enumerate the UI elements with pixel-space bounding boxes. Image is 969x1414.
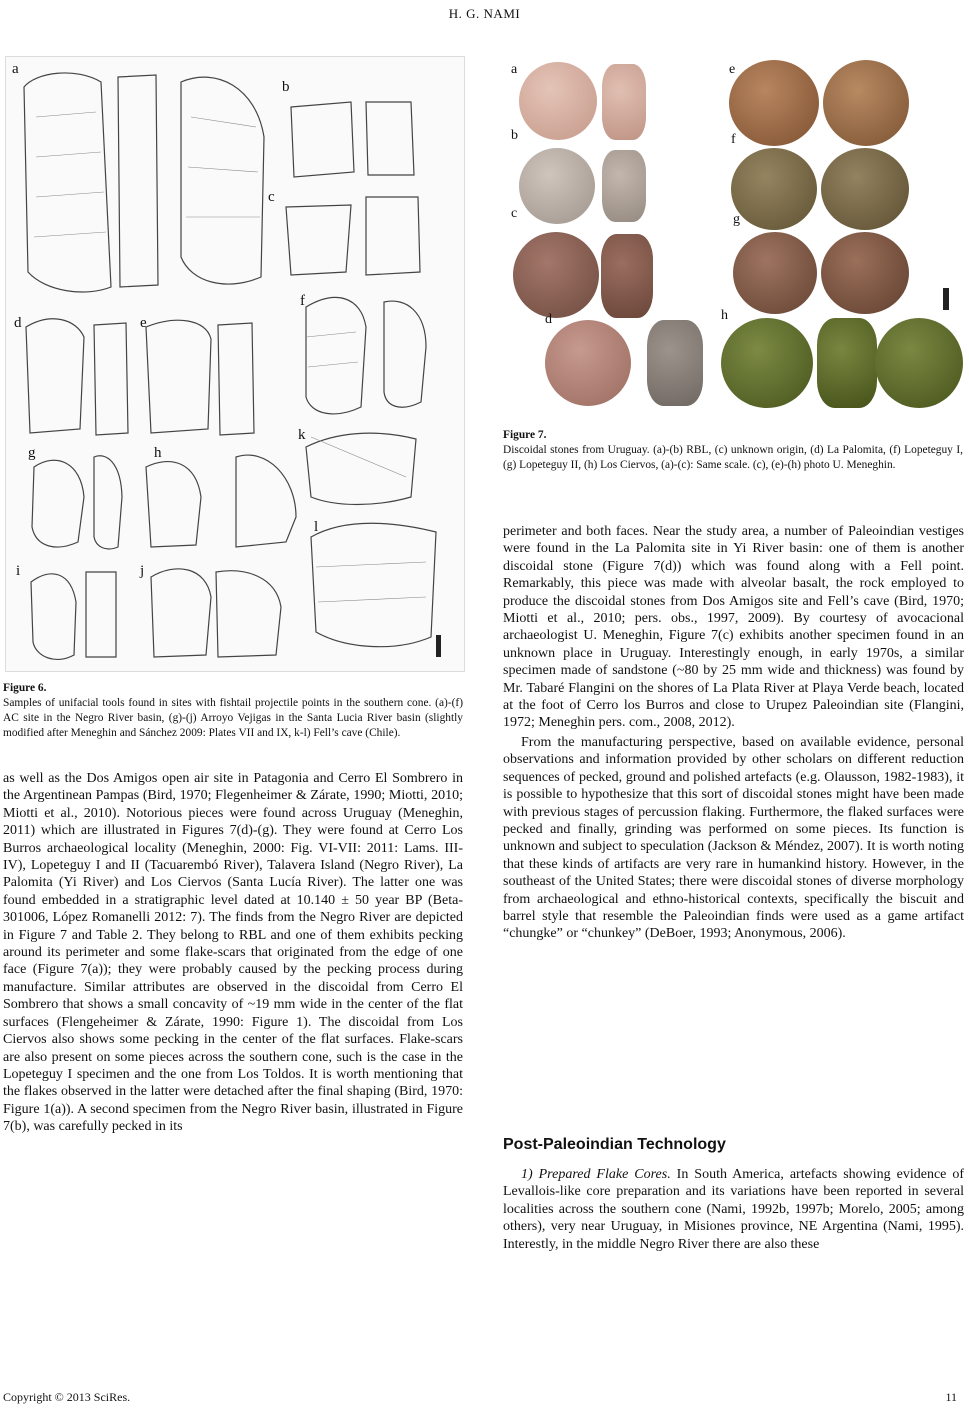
left-paragraph: as well as the Dos Amigos open air site in Patagonia and Cerro El Sombrero in the Argentinean Pampas (Bird, 1970; Flegenheimer & Zárate, 1990; Miotti, 2010; Miotti et al., 2010). Notorious pieces were found across Uruguay (Meneghin, 2011) which are illustrated in Figures 7(d)-(g). They were found at Cerro Los Burros archaeological locality (Meneghin, 2000: Fig. VI-VII: 2011: Lams. III-IV), Lopeteguy I and II (Tacuarembó River), Talavera Island (Negro River), La Palomita (Yi River) and Los Ciervos (Santa Lucía River). The latter one was found embedded in a stratigraphic level dated at 10.140 ± 50 year BP (Beta-301006, López Romanelli 2012: 7). The finds from the Negro River are depicted in Figure 7 and Table 2. They belong to RBL and one of them exhibits pecking around its perimeter and some flake-scars that originated from the edge of one face (Figure 7(a)); they were probably caused by the pecking process during manufacture. Similar attributes are observed in the discoidal from Cerro El Sombrero that shows a small concavity of ~19 mm wide in the center of the flat surfaces (Flengeheimer & Zárate, 1990: Figure 1). The discoidal from Los Ciervos also shows some pecking in the center of the flat surfaces. Flake-scars are also present on some pieces across the southern cone, such is the case in the Lopeteguy I specimen and the one from Los Toldos. It is worth mentioning that the flakes observed in the latter were detached after the final shaping (Bird, 1970: Figure 1(a)). A second specimen from the Negro River basin, illustrated in Figure 7(b), was carefully pecked in its — [3, 771, 463, 1135]
stone-a-side — [602, 64, 646, 140]
fig7-label-g: g — [733, 212, 740, 227]
fig6-label-k: k — [298, 427, 306, 443]
running-header: H. G. NAMI — [448, 6, 521, 21]
stone-h-side — [817, 318, 877, 408]
fig7-label-d: d — [545, 312, 552, 327]
stone-g-face — [733, 232, 817, 314]
stone-e-side — [823, 60, 909, 146]
figure-6-drawings — [5, 56, 465, 672]
prepared-flake-cores-lead: 1) Prepared Flake Cores. — [521, 1167, 671, 1182]
right-column-text — [503, 523, 964, 943]
stone-h-face — [721, 318, 813, 408]
stone-a-face — [519, 62, 597, 140]
stone-b-face — [519, 148, 595, 224]
stone-f-face — [731, 148, 817, 230]
stone-b-side — [602, 150, 646, 222]
figure-6-svg — [6, 57, 464, 671]
right-paragraph-3-body: In South America, artefacts showing evidence of Levallois-like core preparation and its variations have been reported in several localities across the southern cone (Nami, 1992b, 1997b; Morelo, 2005; among others), very near Uruguay, in Misiones province, NE Argentina (Nami, 1995). Interestly, in the middle Negro River there are also these — [503, 1167, 964, 1252]
figure-7-caption-text: Discoidal stones from Uruguay. (a)-(b) RBL, (c) unknown origin, (d) La Palomita, (f) Lopeteguy I, (g) Lopeteguy II, (h) Los Ciervos, (a)-(c): Same scale. (c), (e)-(h) photo U. Meneghin. — [503, 444, 963, 471]
right-paragraph-3 — [503, 1166, 964, 1253]
fig6-label-i: i — [16, 563, 21, 579]
left-column-text — [3, 770, 463, 1136]
figure-7-photos — [505, 56, 964, 412]
footer-copyright: Copyright © 2013 SciRes. — [3, 1390, 131, 1404]
fig7-label-h: h — [721, 308, 728, 323]
figure-7-caption — [503, 428, 963, 473]
stone-c-side — [601, 234, 653, 318]
fig6-label-e: e — [140, 315, 147, 331]
fig6-label-g: g — [28, 445, 36, 461]
fig7-label-c: c — [511, 206, 518, 221]
fig7-label-e: e — [729, 62, 736, 77]
stone-d-face — [545, 320, 631, 406]
right-paragraph-1: perimeter and both faces. Near the study area, a number of Paleoindian vestiges were found in the La Palomita site in Yi River basin: one of them is another discoidal stone (Figure 7(d)) which was found along with a Fell point. Remarkably, this piece was made with alveolar basalt, the rock employed to produce the discoidal stones from Dos Amigos site and Fell’s cave (Bird, 1970; Miotti et al., 2010; pers. obs., 1997, 2009). By courtesy of avocacional archaeologist U. Meneghin, Figure 7(c) exhibits another specimen found in an unknown place in Uruguay. Interestingly enough, in early 1970s, a similar specimen made of sandstone (~80 by 25 mm wide and thickness) was found by Mr. Tabaré Flangini on the shores of La Plata River at Playa Verde beach, located at the foot of Cerro los Burros and close to Urupez Paleoindian site (Flangini, 1972; Meneghin pers. com., 2008, 2012). — [503, 524, 964, 731]
scale-bar-7 — [943, 288, 949, 310]
right-paragraph-2: From the manufacturing perspective, based on available evidence, personal observations and information provided by other scholars on different reduction sequences of pecked, ground and polished artefacts (e.g. Olausson, 1982-1983), it is possible to hypothesize that this sort of discoidal stones might have been made with previous stages of percussion flaking. Furthermore, the flaked surfaces were pecked and finally, grinding was performed on some pieces. Its function is unknown and subject to speculation (Jackson & Méndez, 2007). It is worth noting that these kinds of artifacts are very rare in humankind history. However, in the southeast of the United States; there were discoidal stones of diverse morphology from archaeological and ethno-historical contexts, specifically the biscuit and barrel style that resemble the Paleoindian finds were used as a game artifact “chungke” or “chunkey” (DeBoer, 1993; Anonymous, 2006). — [503, 734, 964, 942]
figure-6-caption-title: Figure 6. — [3, 682, 47, 694]
stone-f-side — [821, 148, 909, 230]
stone-c-face — [513, 232, 599, 318]
fig7-label-b: b — [511, 128, 518, 143]
stone-h-back — [875, 318, 963, 408]
stone-g-side — [821, 232, 909, 314]
figure-6-caption — [3, 681, 463, 741]
fig6-label-a: a — [12, 61, 19, 77]
page-number: 11 — [945, 1390, 957, 1404]
section-heading: Post-Paleoindian Technology — [503, 1136, 726, 1153]
fig6-label-b: b — [282, 79, 290, 95]
scale-bar-6 — [436, 635, 441, 657]
stone-e-face — [729, 60, 819, 146]
fig6-label-h: h — [154, 445, 162, 461]
fig6-label-l: l — [314, 519, 319, 535]
fig6-label-j: j — [140, 563, 145, 579]
fig7-label-a: a — [511, 62, 518, 77]
stone-d-side — [647, 320, 703, 406]
right-column-text-2 — [503, 1166, 964, 1253]
figure-6-caption-text: Samples of unifacial tools found in sites with fishtail projectile points in the southern cone. (a)-(f) AC site in the Negro River basin, (g)-(j) Arroyo Vejigas in the Santa Lucia River basin (slightly modified after Meneghin and Sánchez 2009: Plates VII and IX, k-l) Fell’s cave (Chile). — [3, 697, 463, 739]
fig6-label-f: f — [300, 293, 305, 309]
fig7-label-f: f — [731, 132, 736, 147]
figure-7-caption-title: Figure 7. — [503, 429, 547, 441]
fig6-label-d: d — [14, 315, 22, 331]
fig6-label-c: c — [268, 189, 275, 205]
